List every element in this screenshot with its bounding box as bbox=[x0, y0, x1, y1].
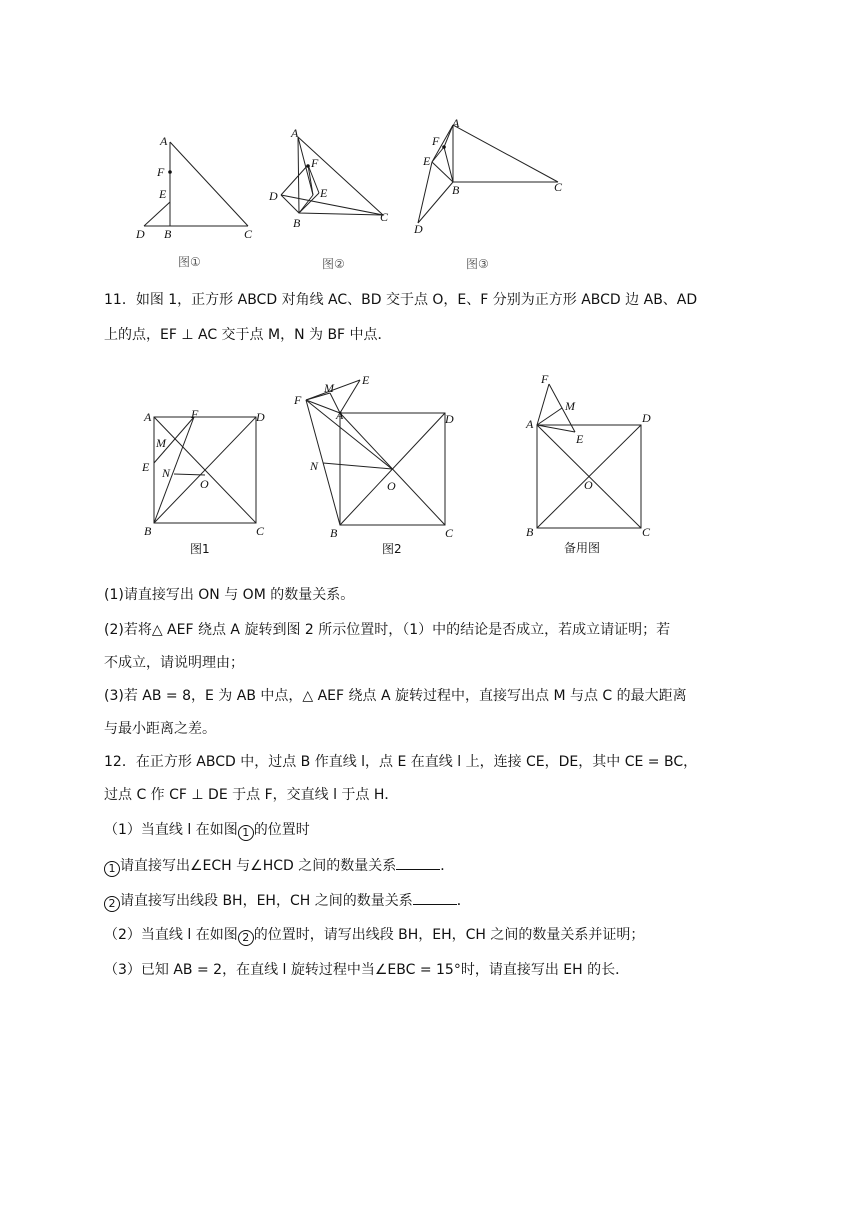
svg-text:A: A bbox=[526, 417, 534, 431]
svg-text:C: C bbox=[445, 526, 454, 540]
svg-text:F: F bbox=[541, 372, 549, 386]
q11-line1: 11．如图 1，正方形 ABCD 对角线 AC、BD 交于点 O，E、F 分别为正方形 ABCD 边 AB、AD bbox=[104, 292, 698, 308]
answer-blank[interactable] bbox=[396, 855, 440, 870]
svg-text:图③: 图③ bbox=[466, 257, 489, 271]
svg-text:A: A bbox=[291, 126, 299, 140]
q12-line1: 12．在正方形 ABCD 中，过点 B 作直线 l，点 E 在直线 l 上，连接 CE，DE，其中 CE = BC， bbox=[104, 754, 698, 770]
svg-text:图②: 图② bbox=[322, 257, 345, 271]
svg-text:N: N bbox=[162, 466, 171, 480]
svg-text:F: F bbox=[294, 393, 302, 407]
svg-text:B: B bbox=[164, 227, 172, 241]
svg-text:备用图: 备用图 bbox=[564, 541, 601, 555]
svg-text:B: B bbox=[330, 526, 338, 540]
svg-text:B: B bbox=[293, 216, 301, 230]
svg-text:O: O bbox=[387, 479, 396, 493]
svg-text:F: F bbox=[311, 156, 319, 170]
q11-figure-2 bbox=[290, 370, 460, 560]
q12-sub1a: 1 请直接写出∠ECH 与∠HCD 之间的数量关系 ． bbox=[104, 855, 454, 877]
circled-number: 1 bbox=[238, 825, 254, 841]
circled-number: 2 bbox=[238, 930, 254, 946]
svg-text:B: B bbox=[144, 524, 152, 538]
svg-text:B: B bbox=[452, 183, 460, 197]
q11-part1: (1)请直接写出 ON 与 OM 的数量关系。 bbox=[104, 587, 355, 603]
answer-blank[interactable] bbox=[413, 890, 457, 905]
svg-text:E: E bbox=[159, 187, 167, 201]
svg-text:D: D bbox=[445, 412, 454, 426]
svg-text:C: C bbox=[256, 524, 265, 538]
svg-text:图1: 图1 bbox=[190, 542, 210, 556]
q11-part3a: (3)若 AB = 8，E 为 AB 中点，△ AEF 绕点 A 旋转过程中，直接写出点 M 与点 C 的最大距离 bbox=[104, 688, 687, 704]
svg-text:C: C bbox=[554, 180, 563, 194]
svg-text:A: A bbox=[452, 116, 460, 130]
top-figure-2 bbox=[265, 125, 395, 275]
svg-text:E: E bbox=[576, 432, 584, 446]
top-figure-3 bbox=[410, 115, 570, 275]
svg-text:F: F bbox=[157, 165, 165, 179]
svg-text:C: C bbox=[380, 210, 389, 224]
q11-part2a: (2)若将△ AEF 绕点 A 旋转到图 2 所示位置时，（1）中的结论是否成立，若成立请证明；若 bbox=[104, 622, 671, 638]
circled-number: 2 bbox=[104, 896, 120, 912]
svg-text:E: E bbox=[320, 186, 328, 200]
svg-text:F: F bbox=[191, 407, 199, 421]
svg-text:M: M bbox=[565, 399, 575, 413]
q12-line2: 过点 C 作 CF ⊥ DE 于点 F，交直线 l 于点 H． bbox=[104, 787, 399, 803]
svg-text:D: D bbox=[136, 227, 145, 241]
q11-part2b: 不成立，请说明理由； bbox=[104, 655, 244, 671]
svg-text:C: C bbox=[642, 525, 651, 539]
svg-text:O: O bbox=[584, 478, 593, 492]
svg-text:B: B bbox=[526, 525, 534, 539]
q12-sub1b: 2 请直接写出线段 BH，EH，CH 之间的数量关系 ． bbox=[104, 890, 471, 912]
svg-text:N: N bbox=[310, 459, 319, 473]
svg-text:E: E bbox=[142, 460, 150, 474]
svg-text:图2: 图2 bbox=[382, 542, 402, 556]
svg-text:M: M bbox=[156, 436, 166, 450]
svg-text:A: A bbox=[160, 134, 168, 148]
svg-text:O: O bbox=[200, 477, 209, 491]
top-figure-1 bbox=[130, 130, 260, 275]
q12-sub3: （3）已知 AB = 2，在直线 l 旋转过程中当∠EBC = 15°时，请直接写出 EH 的长． bbox=[104, 962, 630, 978]
svg-text:D: D bbox=[256, 410, 265, 424]
q12-sub2: （2）当直线 l 在如图 2 的位置时，请写出线段 BH，EH，CH 之间的数量关系并证明； bbox=[104, 927, 645, 944]
circled-number: 1 bbox=[104, 861, 120, 877]
svg-text:图①: 图① bbox=[178, 255, 201, 269]
q11-figure-1 bbox=[138, 405, 278, 560]
q11-part3b: 与最小距离之差。 bbox=[104, 721, 216, 737]
q11-figure-3 bbox=[520, 370, 670, 560]
q11-line2: 上的点，EF ⊥ AC 交于点 M，N 为 BF 中点． bbox=[104, 327, 392, 343]
svg-text:D: D bbox=[269, 189, 278, 203]
svg-text:E: E bbox=[362, 373, 370, 387]
svg-text:E: E bbox=[423, 154, 431, 168]
q12-sub1: （1）当直线 l 在如图 1 的位置时 bbox=[104, 822, 310, 839]
svg-text:A: A bbox=[336, 408, 344, 422]
svg-text:D: D bbox=[414, 222, 423, 236]
svg-text:M: M bbox=[324, 381, 334, 395]
svg-text:C: C bbox=[244, 227, 253, 241]
svg-text:F: F bbox=[432, 134, 440, 148]
svg-text:A: A bbox=[144, 410, 152, 424]
svg-text:D: D bbox=[642, 411, 651, 425]
